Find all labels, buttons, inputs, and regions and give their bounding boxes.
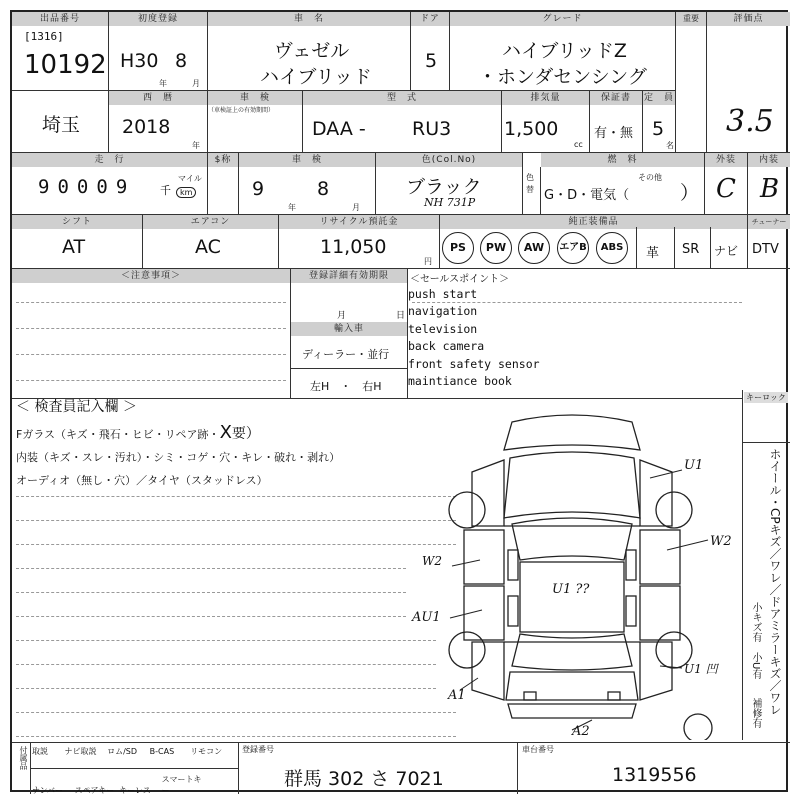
expiry-day: 日 (396, 311, 406, 321)
sales-point: maintiance book (408, 374, 512, 389)
grade-line1: ハイブリッドZ (502, 40, 627, 62)
mileage-label: 走 行 (12, 153, 207, 167)
car-name-line2: ハイブリッド (260, 66, 372, 88)
acc-smart-key: スマートキー (161, 775, 202, 795)
recycle-label: リサイクル預託金 (279, 215, 439, 229)
sales-point: television (408, 321, 478, 336)
doors-label: ドア (411, 12, 449, 26)
yen-unit: 円 (424, 257, 432, 266)
inspector-title: ＜ 検査員記入欄 ＞ (16, 399, 137, 415)
mileage-digits: 90009 (38, 176, 136, 198)
displacement: 1,500 (504, 118, 559, 140)
car-name-line1: ヴェゼル (274, 40, 350, 62)
cc-unit: cc (574, 140, 583, 149)
model-code: RU3 (412, 118, 452, 140)
color-label: 色(Col.No) (376, 153, 522, 167)
fuel-close: ） (680, 182, 700, 204)
damage-w2-right: W2 (710, 534, 732, 549)
acc-keyless: キーレス (119, 786, 151, 795)
sales-label: ＜セールスポイント＞ (410, 274, 510, 285)
frame-label: 重要 (676, 12, 706, 26)
doors: 5 (425, 50, 438, 72)
side-small-scratch: 小キズ有 (750, 602, 761, 642)
exchange-label: $称 (208, 153, 238, 167)
sales-point: back camera (408, 339, 485, 354)
damage-a2: A2 (572, 724, 590, 739)
sales-point: push start (408, 287, 478, 301)
model-prefix: DAA - (312, 118, 366, 140)
western-year-label: 西 暦 (109, 91, 207, 105)
plate-number: 群馬 302 さ 7021 (284, 768, 444, 790)
inspection-month: 8 (317, 178, 330, 200)
steering: 左H ・ 右H (310, 380, 382, 393)
displacement-label: 排気量 (502, 91, 589, 105)
equip-aw: AW (518, 232, 550, 264)
sales-point: front safety sensor (408, 356, 540, 371)
chassis-number: 1319556 (612, 764, 697, 786)
equip-airbag: エアB (557, 232, 589, 264)
damage-au1: AU1 (412, 610, 441, 625)
inspector-line1: Fガラス（キズ・飛石・ヒビ・リペア跡・X要） (16, 422, 260, 443)
equip-dtv: DTV (752, 242, 779, 257)
equip-abs: ABS (596, 232, 628, 264)
warranty: 有・無 (594, 126, 634, 141)
car-name-label: 車 名 (208, 12, 410, 26)
auction-sheet (10, 10, 788, 795)
score: 3.5 (726, 104, 774, 139)
equipment-label: 純正装備品 (440, 215, 747, 229)
color-code: NH 731P (424, 196, 476, 209)
capacity-unit: 名 (666, 141, 674, 150)
damage-w2-left: W2 (422, 554, 442, 568)
grade-label: グレード (450, 12, 675, 26)
western-year: 2018 (122, 116, 171, 138)
inspector-line2: 内装（キズ・スレ・汚れ）・シミ・コゲ・穴・キレ・破れ・剥れ） (16, 451, 341, 464)
equip-navi: ナビ (714, 244, 739, 258)
western-year-unit: 年 (192, 141, 200, 150)
accessories-tag: 付属品 (19, 746, 28, 770)
lot-code: [1316] (24, 30, 64, 43)
acc-rom: ロム/SD (107, 747, 138, 756)
warranty-label: 保証書 (590, 91, 642, 105)
month-unit: 月 (192, 79, 200, 88)
capacity-label: 定 員 (643, 93, 674, 103)
dealer-parallel: ディーラー・並行 (302, 348, 390, 361)
color: ブラック (406, 176, 482, 198)
fuel-options: G・D・電気（ (544, 188, 630, 203)
color-change-label: 色替 (526, 173, 534, 194)
side-small-u: 小U有 (750, 652, 761, 680)
inspection-label-2: 車 検 (239, 153, 375, 167)
mileage-mile: マイル (178, 174, 202, 183)
equip-sunroof: SR (682, 242, 700, 257)
ac-label: エアコン (143, 215, 278, 229)
shift-label: シフト (12, 215, 142, 229)
footer-items-1 (32, 746, 228, 757)
plate-label: 登録番号 (242, 745, 274, 754)
equip-leather: 革 (646, 246, 660, 261)
interior-label: 内装 (748, 153, 790, 167)
inspection-note: （車検証上の有効期間） (208, 107, 275, 114)
damage-a1: A1 (448, 688, 466, 703)
shift: AT (62, 236, 86, 258)
year-unit: 年 (159, 79, 167, 88)
recycle-fee: 11,050 (320, 236, 387, 258)
acc-remote: リモコン (190, 747, 223, 756)
acc-manual: 取説 (32, 747, 48, 756)
chassis-label: 車台番号 (522, 745, 554, 754)
reg-expiry-label: 登録詳細有効期限 (291, 269, 407, 283)
lot-number: 10192 (24, 50, 107, 80)
wheel-text: ホイール・CPキズ／ワレ／ドアミラーキズ／ワレ (768, 448, 782, 716)
exterior-label: 外装 (705, 153, 747, 167)
model-label: 型 式 (303, 91, 501, 105)
caution-label: ＜注意事項＞ (12, 269, 290, 283)
inspection-year: 9 (252, 178, 265, 200)
damage-u1-front: U1 (684, 458, 704, 473)
inspection-month-unit: 月 (352, 203, 360, 212)
inspector-line3: オーディオ（無し・穴）／タイヤ（スタッドレス） (16, 474, 268, 487)
acc-spare-key: スペアキー (74, 786, 115, 795)
ac: AC (195, 236, 221, 258)
region: 埼玉 (42, 114, 81, 136)
lot-label: 出品番号 (12, 12, 108, 26)
inspection-year-unit: 年 (288, 203, 296, 212)
expiry-month: 月 (337, 311, 347, 321)
tuner-label: チューナー (748, 215, 790, 229)
mileage-km: km (176, 187, 196, 198)
acc-navi-manual: ナビ取説 (64, 747, 97, 756)
sales-point: navigation (408, 304, 478, 319)
damage-u1-roof: U1 ?? (552, 582, 590, 597)
grade-line2: ・ホンダセンシング (478, 66, 647, 88)
damage-u1-rear: U1 凹 (684, 662, 718, 676)
first-reg-label: 初度登録 (109, 12, 207, 26)
reg-month: 8 (175, 50, 188, 72)
interior-grade: B (760, 174, 780, 204)
equip-pw: PW (480, 232, 512, 264)
equip-ps: PS (442, 232, 474, 264)
mileage-thousand: 千 (160, 184, 171, 197)
capacity: 5 (652, 118, 665, 140)
key-lock-label: キーロック (744, 392, 788, 403)
exterior-grade: C (716, 174, 736, 204)
import-label: 輸入車 (291, 322, 407, 336)
acc-plate: ナンバー (32, 786, 64, 795)
side-repair: 補修有 (750, 698, 761, 728)
footer-items-2 (32, 774, 202, 796)
inspection-label: 車 検 (208, 91, 302, 105)
score-label: 評価点 (707, 12, 790, 26)
fuel-label: 燃 料 (541, 153, 704, 167)
era-year: H30 (120, 50, 159, 72)
fuel-other: その他 (638, 173, 662, 182)
acc-bcas: B-CAS (149, 747, 175, 756)
